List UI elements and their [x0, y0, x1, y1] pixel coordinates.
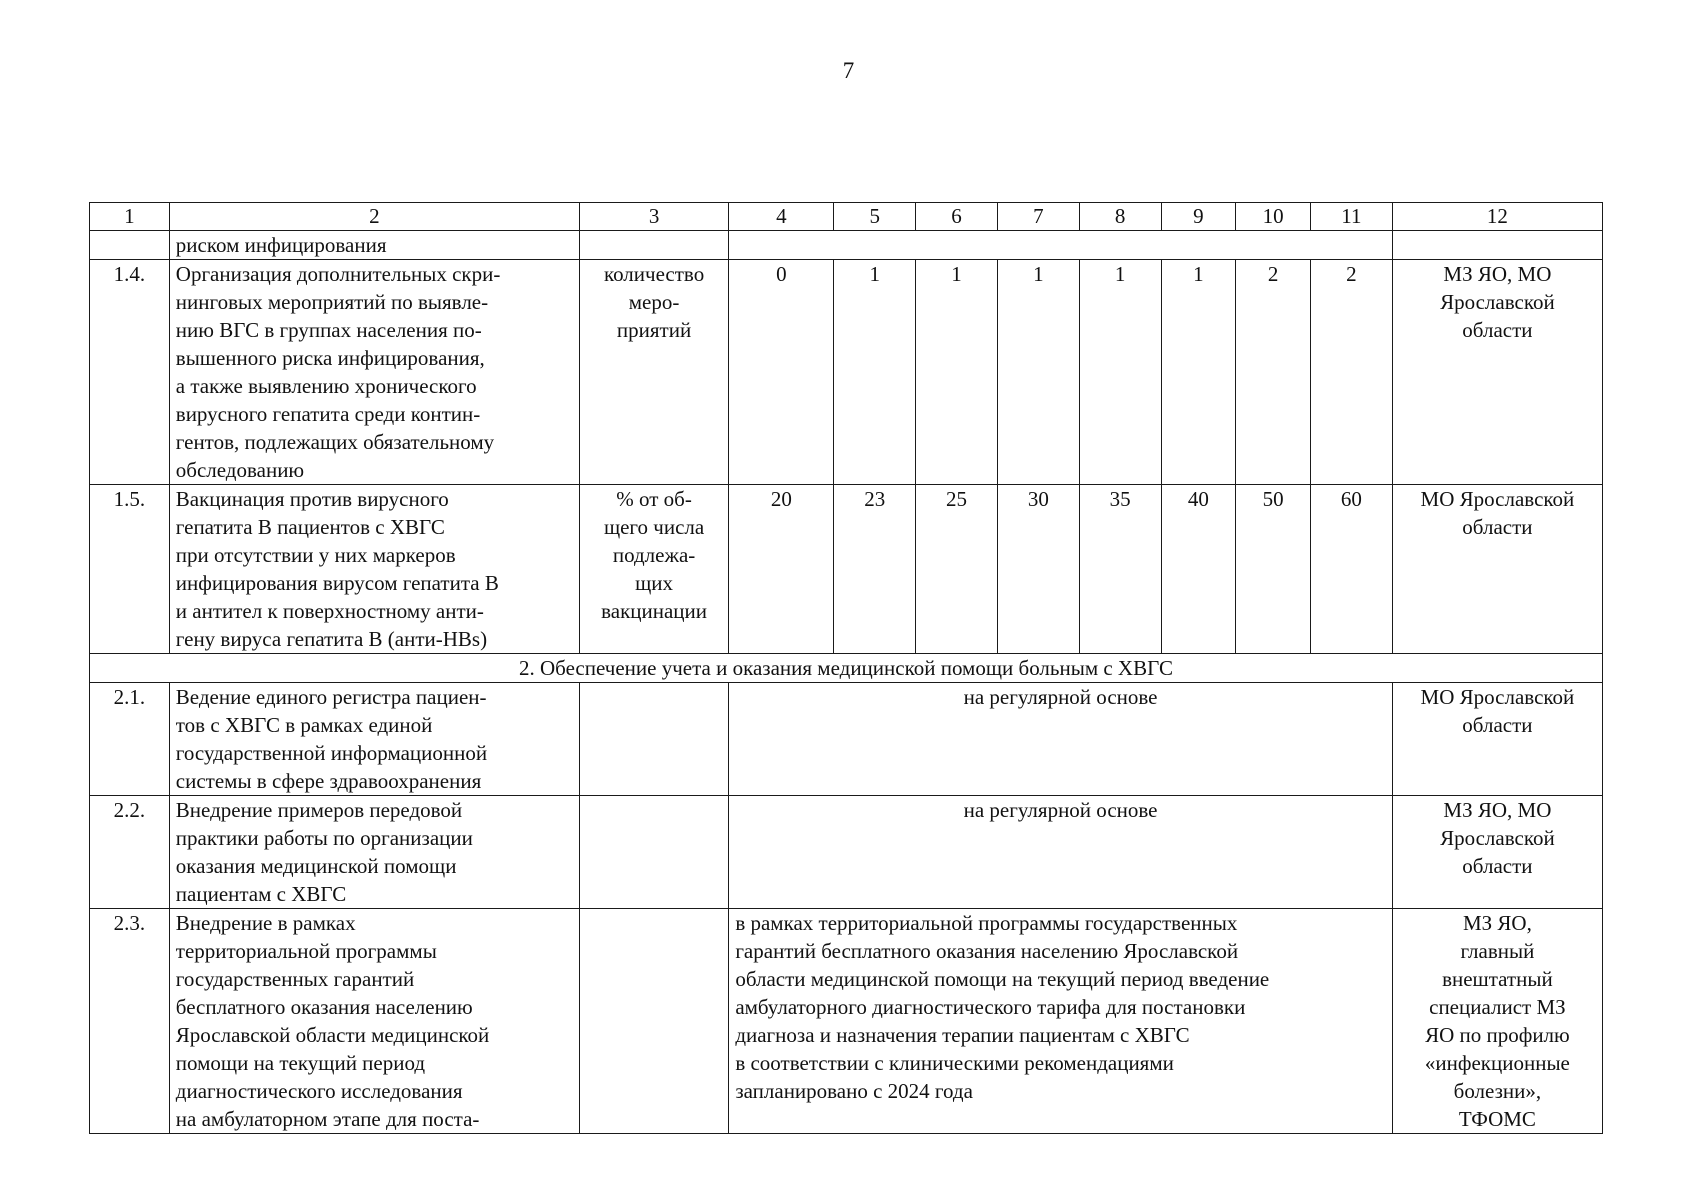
row-number: 1.4. [90, 260, 170, 485]
table-row-2-3 [90, 909, 1603, 1134]
responsible-cell: МО Ярославской области [1392, 683, 1602, 796]
value-cell: 1 [997, 260, 1079, 485]
value-cell: 35 [1079, 485, 1161, 654]
row-note: на регулярной основе [729, 796, 1392, 909]
plan-table [89, 202, 1603, 1134]
responsible-cell: МЗ ЯО, МО Ярославской области [1392, 796, 1602, 909]
value-cell: 0 [729, 260, 834, 485]
value-cell: 1 [1079, 260, 1161, 485]
section-title: 2. Обеспечение учета и оказания медицинской помощи больным с ХВГС [90, 654, 1603, 683]
value-cell: 50 [1236, 485, 1311, 654]
row-number: 2.2. [90, 796, 170, 909]
header-cell: 10 [1236, 203, 1311, 231]
header-cell: 5 [834, 203, 916, 231]
header-row [90, 203, 1603, 231]
row-description: Вакцинация против вирусного гепатита В пациентов с ХВГС при отсутствии у них маркеров инфицирования вирусом гепатита В и антител к поверхностному анти- гену вируса гепатита В (анти-HBs) [169, 485, 579, 654]
header-cell: 11 [1311, 203, 1393, 231]
row-description: Ведение единого регистра пациен- тов с ХВГС в рамках единой государственной информационной системы в сфере здравоохранения [169, 683, 579, 796]
header-cell: 4 [729, 203, 834, 231]
responsible-cell: МО Ярославской области [1392, 485, 1602, 654]
row-unit: % от об- щего числа подлежа- щих вакцинации [579, 485, 728, 654]
value-cell: 1 [1161, 260, 1236, 485]
row-number: 2.3. [90, 909, 170, 1134]
header-cell: 6 [916, 203, 998, 231]
header-cell: 1 [90, 203, 170, 231]
responsible-cell: МЗ ЯО, главный внештатный специалист МЗ ЯО по профилю «инфекционные болезни», ТФОМС [1392, 909, 1602, 1134]
table-row-continuation [90, 231, 1603, 260]
header-cell: 7 [997, 203, 1079, 231]
value-cell: 1 [916, 260, 998, 485]
header-cell: 2 [169, 203, 579, 231]
row-number: 1.5. [90, 485, 170, 654]
row-description: Внедрение примеров передовой практики работы по организации оказания медицинской помощи пациентам с ХВГС [169, 796, 579, 909]
value-cell: 30 [997, 485, 1079, 654]
row-description: риском инфицирования [169, 231, 579, 260]
row-unit: количество меро- приятий [579, 260, 728, 485]
value-cell: 23 [834, 485, 916, 654]
responsible-cell: МЗ ЯО, МО Ярославской области [1392, 260, 1602, 485]
value-cell: 20 [729, 485, 834, 654]
value-cell: 60 [1311, 485, 1393, 654]
value-cell: 25 [916, 485, 998, 654]
header-cell: 12 [1392, 203, 1602, 231]
table-row-1-5 [90, 485, 1603, 654]
value-cell: 2 [1236, 260, 1311, 485]
page-number: 7 [842, 58, 855, 83]
value-cell: 40 [1161, 485, 1236, 654]
row-description: Организация дополнительных скри- нинговых мероприятий по выявле- нию ВГС в группах населения по- вышенного риска инфицирования, а также выявлению хронического вирусного гепатита среди контин- гентов, подлежащих обязательному обследованию [169, 260, 579, 485]
header-cell: 3 [579, 203, 728, 231]
value-cell: 1 [834, 260, 916, 485]
row-description: Внедрение в рамках территориальной программы государственных гарантий бесплатного оказания населению Ярославской области медицинской помощи на текущий период диагностического исследования на амбулаторном этапе для поста- [169, 909, 579, 1134]
section-header-row [90, 654, 1603, 683]
table-row-1-4 [90, 260, 1603, 485]
header-cell: 9 [1161, 203, 1236, 231]
row-number: 2.1. [90, 683, 170, 796]
header-cell: 8 [1079, 203, 1161, 231]
table-row-2-1 [90, 683, 1603, 796]
row-note: на регулярной основе [729, 683, 1392, 796]
table-row-2-2 [90, 796, 1603, 909]
value-cell: 2 [1311, 260, 1393, 485]
row-note: в рамках территориальной программы государственных гарантий бесплатного оказания населению Ярославской области медицинской помощи на текущий период введение амбулаторного диагностического тарифа для постановки диагноза и назначения терапии пациентам с ХВГС в соответствии с клиническими рекомендациями запланировано с 2024 года [729, 909, 1392, 1134]
